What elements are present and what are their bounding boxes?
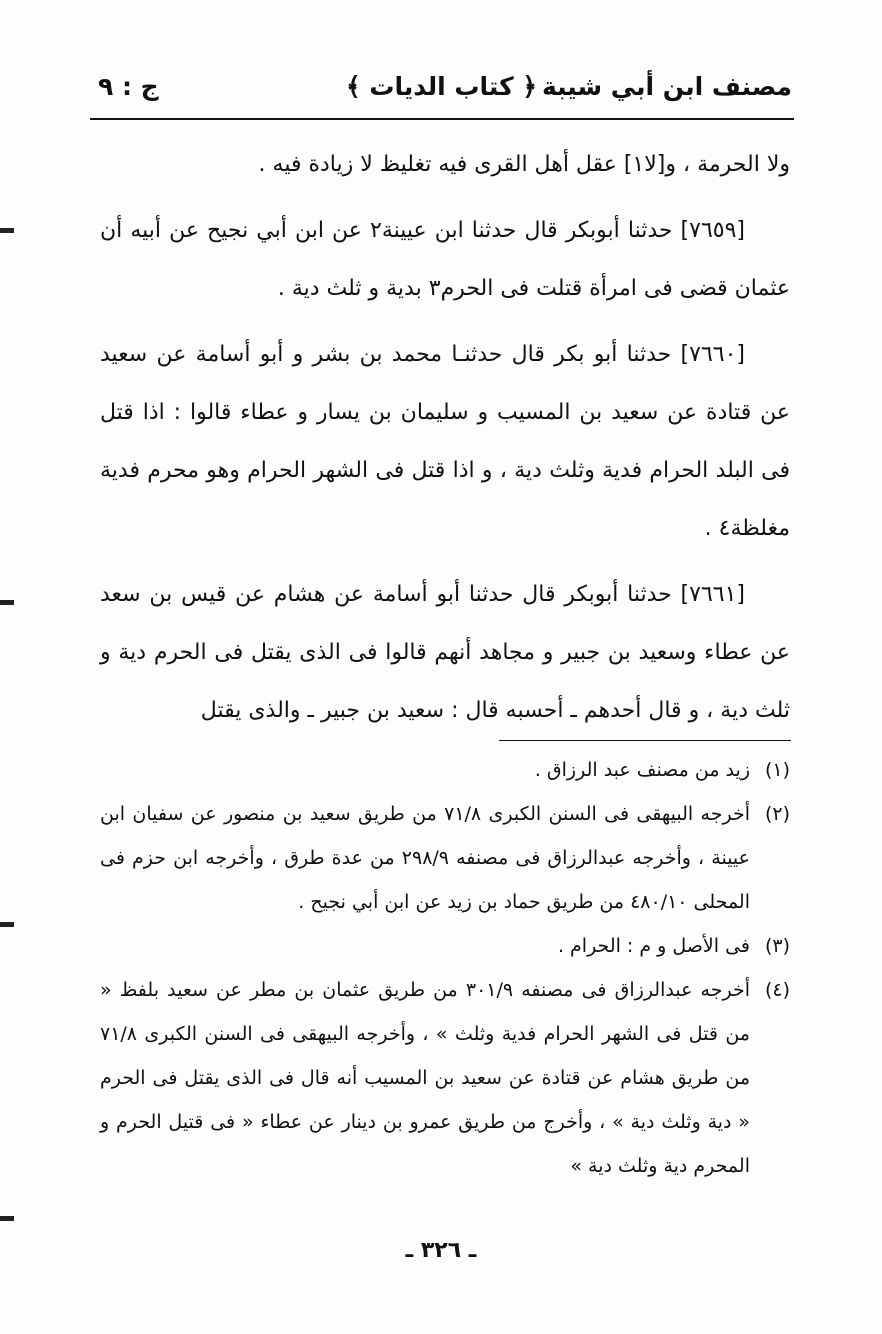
footnote-number: (١) xyxy=(764,759,790,781)
scan-edge-mark xyxy=(0,922,14,927)
footnote-text: أخرجه البيهقى فى السنن الكبرى ٧١/٨ من طريق سعيد بن منصور عن سفيان ابن عيينة ، وأخرجه عبدالرزاق فى مصنفه ٢٩٨/٩ من عدة طرق ، وأخرجه ابن حزم فى المحلى ٤٨٠/١٠ من طريق حماد بن زيد عن ابن أبي نجيح . xyxy=(100,803,750,913)
page-number: ـ ٣٢٦ ـ xyxy=(405,1238,477,1263)
scan-edge-mark xyxy=(0,228,14,233)
volume-number: ج : ٩ xyxy=(98,72,159,101)
main-text xyxy=(100,136,790,748)
footnote-number: (٢) xyxy=(764,803,790,825)
footnote-number: (٤) xyxy=(764,979,790,1001)
scan-edge-mark xyxy=(0,600,14,605)
footnote-divider xyxy=(499,740,791,741)
footnote-text: أخرجه عبدالرزاق فى مصنفه ٣٠١/٩ من طريق عثمان بن مطر عن سعيد بلفظ « من قتل فى الشهر الحرام فدية وثلث » ، وأخرجه البيهقى فى السنن الكبرى ٧١/٨ من طريق هشام عن قتادة عن سعيد بن المسيب أنه قال فى الذى يقتل فى الحرم « دية وثلث دية » ، وأخرج من طريق عمرو بن دينار عن عطاء « فى قتيل الحرم و المحرم دية وثلث دية » xyxy=(100,979,750,1177)
book-title: مصنف ابن أبي شيبة xyxy=(541,72,792,101)
footnote xyxy=(100,924,790,968)
chapter-title: ﴿ كتاب الديات ﴾ xyxy=(346,72,537,101)
hadith-paragraph: [٧٦٦١] حدثنا أبوبكر قال حدثنا أبو أسامة عن هشام عن قيس بن سعد عن عطاء وسعيد بن جبير و مجاهد أنهم قالوا فى الذى يقتل فى الحرم دية و ثلث دية ، و قال أحدهم ـ أحسبه قال : سعيد بن جبير ـ والذى يقتل xyxy=(100,582,790,723)
footnotes xyxy=(100,748,790,1188)
footnote xyxy=(100,968,790,1188)
footnote-text: زيد من مصنف عبد الرزاق . xyxy=(534,759,750,781)
scan-edge-mark xyxy=(0,1216,14,1221)
footnote-text: فى الأصل و م : الحرام . xyxy=(557,935,750,957)
paragraph: ولا الحرمة ، و[لا١] عقل أهل القرى فيه تغليظ لا زيادة فيه . xyxy=(258,152,790,177)
footnote xyxy=(100,748,790,792)
running-header xyxy=(92,70,792,114)
footnote xyxy=(100,792,790,924)
footnote-number: (٣) xyxy=(764,935,790,957)
hadith-paragraph: [٧٦٦٠] حدثنا أبو بكر قال حدثنـا محمد بن بشر و أبو أسامة عن سعيد عن قتادة عن سعيد بن المسيب و سليمان بن يسار و عطاء قالوا : اذا قتل فى البلد الحرام فدية وثلث دية ، و اذا قتل فى الشهر الحرام وهو محرم فدية مغلظة٤ . xyxy=(100,342,790,541)
header-divider xyxy=(90,118,794,120)
hadith-paragraph: [٧٦٥٩] حدثنا أبوبكر قال حدثنا ابن عيينة٢ عن ابن أبي نجيح عن أبيه أن عثمان قضى فى امرأة قتلت فى الحرم٣ بدية و ثلث دية . xyxy=(100,218,790,301)
